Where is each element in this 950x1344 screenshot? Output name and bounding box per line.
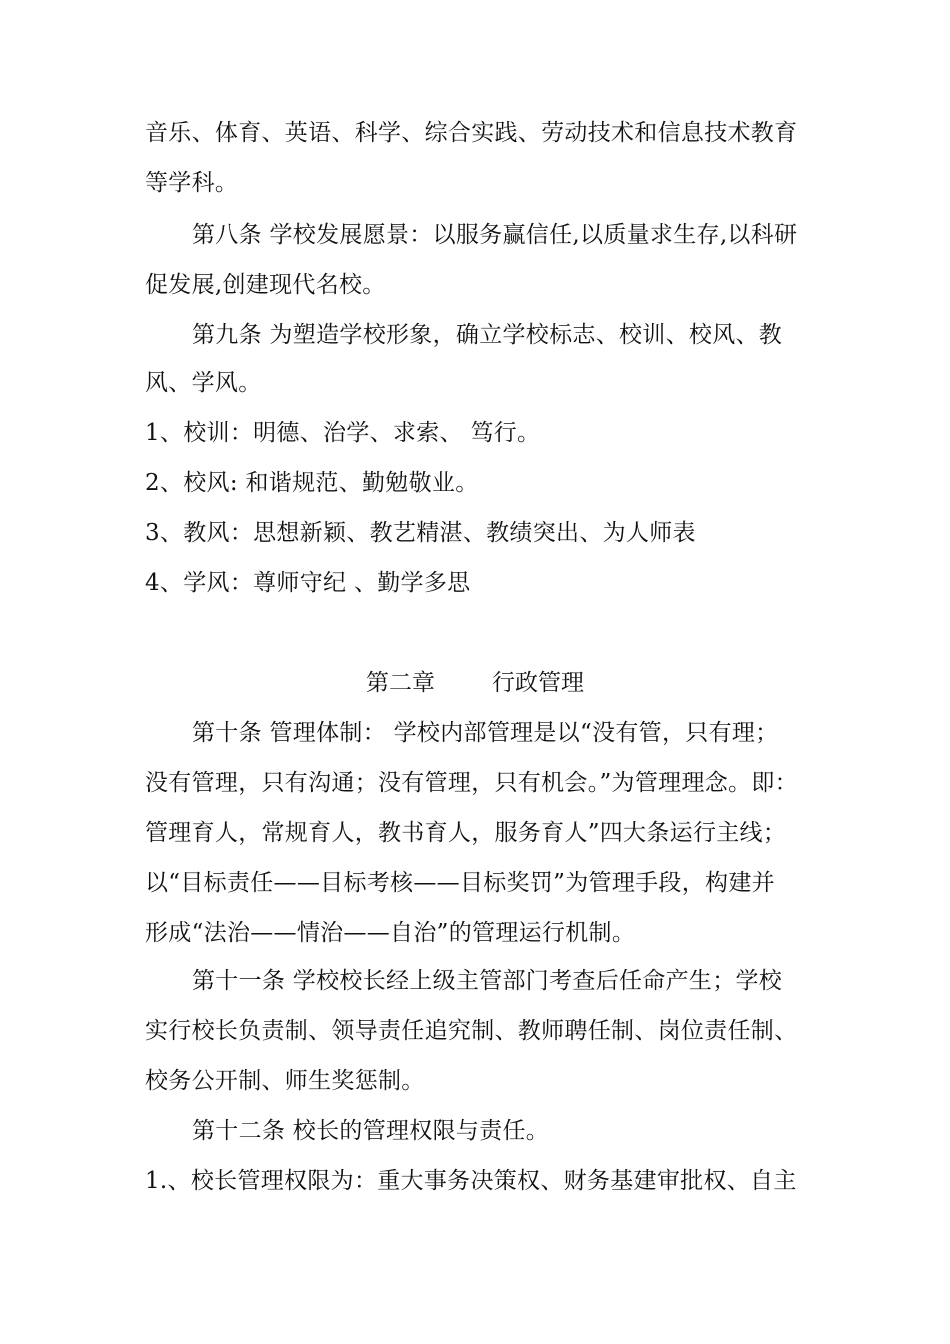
- chapter-number: 第二章: [366, 670, 435, 696]
- list-item-school-spirit: 2、校风: 和谐规范、勤勉敬业。: [145, 470, 479, 496]
- paragraph-line: 以“目标责任——目标考核——目标奖罚”为管理手段，构建并: [145, 870, 775, 896]
- article-12-line: 第十二条 校长的管理权限与责任。: [192, 1118, 550, 1144]
- list-item-principal-authority: 1.、校长管理权限为：重大事务决策权、财务基建审批权、自主: [145, 1168, 797, 1194]
- paragraph-line: 风、学风。: [145, 370, 262, 396]
- chapter-title: 行政管理: [492, 670, 584, 696]
- article-10-line: 第十条 管理体制： 学校内部管理是以“没有管，只有理；: [192, 720, 779, 746]
- list-item-study-style: 4、学风：尊师守纪 、勤学多思: [145, 570, 471, 596]
- paragraph-line: 没有管理，只有沟通；没有管理，只有机会。”为管理理念。即：: [145, 770, 798, 796]
- list-item-teaching-style: 3、教风：思想新颖、教艺精湛、教绩突出、为人师表: [145, 520, 696, 546]
- list-item-school-motto: 1、校训：明德、治学、求索、 笃行。: [145, 420, 541, 446]
- paragraph-line: 促发展,创建现代名校。: [145, 272, 386, 298]
- paragraph-line: 实行校长负责制、领导责任追究制、教师聘任制、岗位责任制、: [145, 1018, 798, 1044]
- paragraph-line: 音乐、体育、英语、科学、综合实践、劳动技术和信息技术教育: [145, 120, 798, 146]
- article-8-line: 第八条 学校发展愿景：以服务赢信任,以质量求生存,以科研: [192, 222, 798, 248]
- paragraph-line: 校务公开制、师生奖惩制。: [145, 1068, 425, 1094]
- article-9-line: 第九条 为塑造学校形象，确立学校标志、校训、校风、教: [192, 322, 783, 348]
- paragraph-line: 管理育人，常规育人，教书育人，服务育人”四大条运行主线；: [145, 820, 787, 846]
- article-11-line: 第十一条 学校校长经上级主管部门考查后任命产生；学校: [192, 968, 783, 994]
- paragraph-line: 形成“法治——情治——自治”的管理运行机制。: [145, 920, 636, 946]
- paragraph-line: 等学科。: [145, 170, 239, 196]
